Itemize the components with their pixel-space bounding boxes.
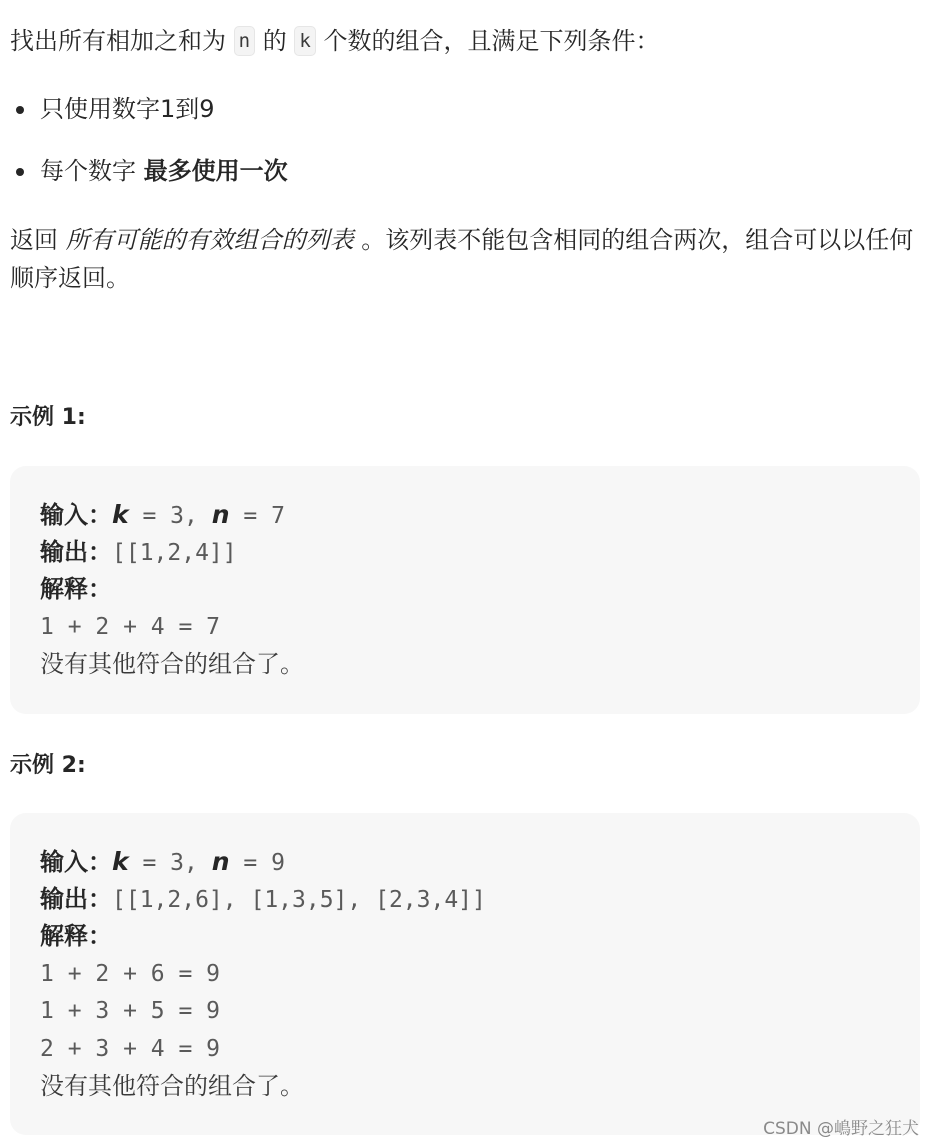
output-value: [[1,2,4]] bbox=[112, 539, 237, 566]
bullet-dot-icon bbox=[16, 106, 24, 114]
k-variable: k bbox=[112, 500, 129, 529]
example-1-box bbox=[10, 466, 920, 714]
k-value: = 3, bbox=[128, 503, 212, 529]
csdn-watermark: CSDN @嶋野之狂犬 bbox=[763, 1119, 919, 1139]
output-label: 输出： bbox=[40, 537, 112, 566]
return-text-1: 返回 bbox=[10, 226, 66, 254]
explain-label: 解释： bbox=[40, 575, 112, 603]
input-line bbox=[40, 496, 890, 534]
output-value: [[1,2,6], [1,3,5], [2,3,4]] bbox=[112, 886, 486, 913]
explain-line bbox=[40, 918, 890, 956]
explain-note: 没有其他符合的组合了。 bbox=[40, 650, 304, 678]
k-variable: k bbox=[112, 847, 129, 876]
input-label: 输入： bbox=[40, 501, 112, 529]
equation-line: 1 + 3 + 5 = 9 bbox=[40, 998, 221, 1024]
return-description bbox=[10, 221, 930, 297]
output-label: 输出： bbox=[40, 884, 112, 913]
example-1-title: 示例 1: bbox=[10, 405, 86, 430]
equation-line: 2 + 3 + 4 = 9 bbox=[40, 1035, 221, 1062]
n-variable: n bbox=[211, 847, 230, 876]
output-line bbox=[40, 534, 890, 572]
intro-text-3: 个数的组合，且满足下列条件： bbox=[315, 27, 660, 55]
return-italic: 所有可能的有效组合的列表 bbox=[65, 226, 354, 254]
equation-line: 1 + 2 + 6 = 9 bbox=[40, 960, 221, 987]
problem-intro bbox=[10, 22, 659, 60]
explain-label: 解释： bbox=[40, 922, 112, 950]
bullet-dot-icon bbox=[16, 168, 24, 176]
explain-note: 没有其他符合的组合了。 bbox=[40, 1072, 304, 1100]
intro-text-1: 找出所有相加之和为 bbox=[10, 27, 234, 55]
output-line bbox=[40, 881, 890, 919]
input-label: 输入： bbox=[40, 848, 112, 876]
example-2-box bbox=[10, 813, 920, 1135]
inline-code-k: k bbox=[294, 26, 315, 56]
example-2-title: 示例 2: bbox=[10, 753, 86, 778]
conditions-list bbox=[10, 90, 288, 214]
n-value: = 7 bbox=[229, 503, 285, 529]
return-text-2: 。该列表不能包含相同的组合两次，组合可以以任何顺序返回。 bbox=[10, 226, 914, 292]
equation-line: 1 + 2 + 4 = 7 bbox=[40, 613, 221, 640]
inline-code-n: n bbox=[234, 26, 255, 56]
list-item bbox=[10, 90, 288, 128]
n-variable: n bbox=[211, 500, 230, 529]
k-value: = 3, bbox=[128, 850, 212, 876]
input-line bbox=[40, 843, 890, 881]
explain-line bbox=[40, 571, 890, 609]
list-item bbox=[10, 152, 288, 190]
intro-text-2: 的 bbox=[255, 27, 295, 55]
condition-text: 只使用数字1到9 bbox=[40, 95, 215, 123]
n-value: = 9 bbox=[229, 850, 285, 876]
condition-bold-text: 最多使用一次 bbox=[143, 157, 288, 185]
condition-text: 每个数字 bbox=[40, 157, 144, 185]
